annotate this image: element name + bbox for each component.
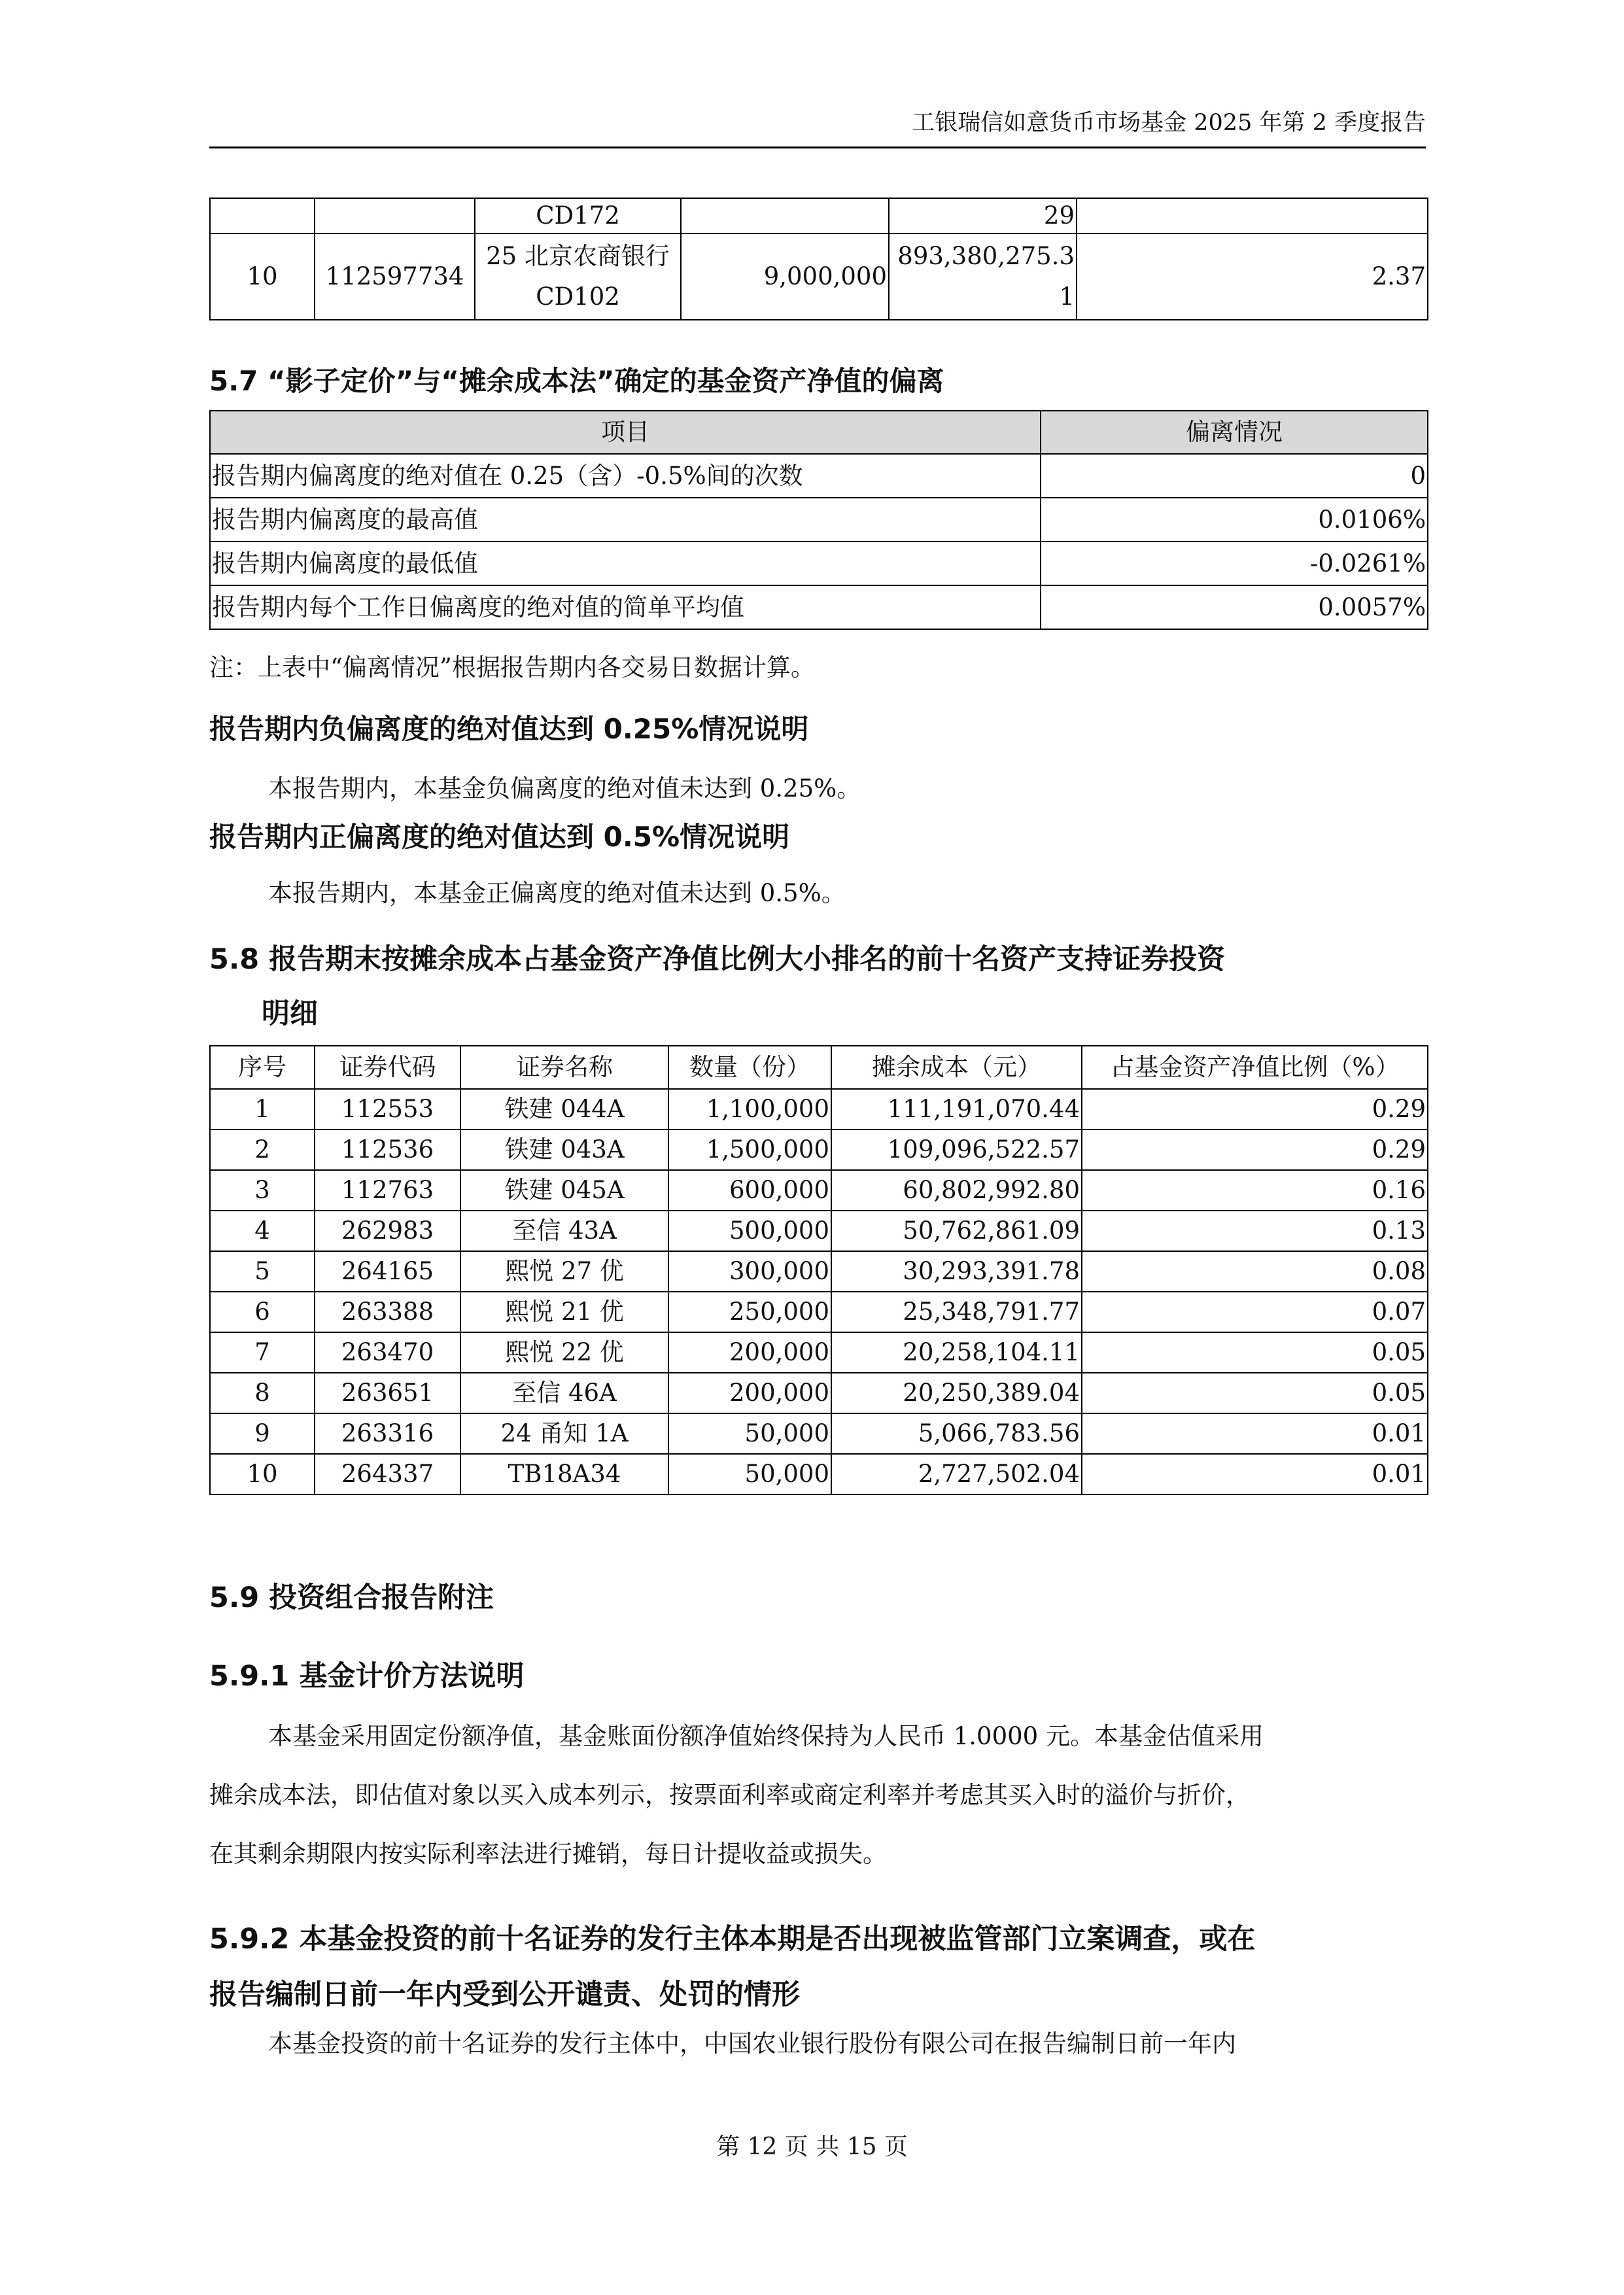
ratio-cell: 0.07 <box>1082 1292 1428 1332</box>
cost-cell: 30,293,391.78 <box>831 1251 1082 1292</box>
paragraph-line: 摊余成本法，即估值对象以买入成本列示，按票面利率或商定利率并考虑其买入时的溢价与折价， <box>209 1781 1250 1809</box>
seq-cell: 9 <box>210 1413 315 1454</box>
table-row <box>210 454 1428 498</box>
cost-cell: 109,096,522.57 <box>831 1130 1082 1170</box>
code-cell: 112553 <box>315 1089 460 1130</box>
security-name-cell: CD172 <box>475 198 681 233</box>
security-name-cell: 铁建 045A <box>460 1170 668 1211</box>
cost-cell: 20,250,389.04 <box>831 1373 1082 1413</box>
table-row <box>210 498 1428 542</box>
quantity-cell: 1,500,000 <box>668 1130 831 1170</box>
code-cell: 264165 <box>315 1251 460 1292</box>
quantity-cell: 50,000 <box>668 1413 831 1454</box>
table-row <box>210 1089 1428 1130</box>
table-row <box>210 1292 1428 1332</box>
col-code-header: 证券代码 <box>315 1046 460 1089</box>
positive-deviation-text: 本报告期内，本基金正偏离度的绝对值未达到 0.5%。 <box>268 879 846 907</box>
cost-cell: 60,802,992.80 <box>831 1170 1082 1211</box>
table-row <box>210 1170 1428 1211</box>
value-cell: 0 <box>1041 454 1428 498</box>
deviation-table <box>209 410 1428 630</box>
code-cell: 263316 <box>315 1413 460 1454</box>
quantity-cell: 300,000 <box>668 1251 831 1292</box>
table-row <box>210 198 1428 233</box>
table-row <box>210 585 1428 629</box>
ratio-cell: 0.01 <box>1082 1454 1428 1494</box>
seq-cell: 10 <box>210 1454 315 1494</box>
code-cell: 112763 <box>315 1170 460 1211</box>
section-5-8-title: 5.8 报告期末按摊余成本占基金资产净值比例大小排名的前十名资产支持证券投资 <box>209 943 1226 976</box>
section-5-9-2-title: 5.9.2 本基金投资的前十名证券的发行主体本期是否出现被监管部门立案调查，或在 <box>209 1923 1256 1956</box>
cost-cell: 29 <box>889 198 1077 233</box>
col-name-header: 证券名称 <box>460 1046 668 1089</box>
ratio-cell: 0.29 <box>1082 1130 1428 1170</box>
quantity-cell: 600,000 <box>668 1170 831 1211</box>
cost-cell: 50,762,861.09 <box>831 1211 1082 1251</box>
positive-deviation-title: 报告期内正偏离度的绝对值达到 0.5%情况说明 <box>209 821 790 853</box>
section-5-9-title: 5.9 投资组合报告附注 <box>209 1581 494 1614</box>
table-row <box>210 1413 1428 1454</box>
paragraph-line: 本基金采用固定份额净值，基金账面份额净值始终保持为人民币 1.0000 元。本基金估值采用 <box>268 1722 1264 1750</box>
seq-cell: 6 <box>210 1292 315 1332</box>
ratio-cell: 0.01 <box>1082 1413 1428 1454</box>
section-5-7-title: 5.7 “影子定价”与“摊余成本法”确定的基金资产净值的偏离 <box>209 365 944 397</box>
seq-cell: 2 <box>210 1130 315 1170</box>
ratio-cell: 2.37 <box>1077 233 1428 320</box>
quantity-cell: 500,000 <box>668 1211 831 1251</box>
quantity-cell: 9,000,000 <box>681 233 889 320</box>
cost-cell: 25,348,791.77 <box>831 1292 1082 1332</box>
item-cell: 报告期内偏离度的绝对值在 0.25（含）-0.5%间的次数 <box>210 454 1041 498</box>
col-deviation-header: 偏离情况 <box>1041 411 1428 454</box>
negative-deviation-title: 报告期内负偏离度的绝对值达到 0.25%情况说明 <box>209 713 809 745</box>
security-name-cell: 熙悦 22 优 <box>460 1332 668 1373</box>
quantity-cell: 50,000 <box>668 1454 831 1494</box>
table-row <box>210 1332 1428 1373</box>
ratio-cell: 0.08 <box>1082 1251 1428 1292</box>
table-row <box>210 1251 1428 1292</box>
security-name-cell: 至信 46A <box>460 1373 668 1413</box>
security-name-cell: 熙悦 27 优 <box>460 1251 668 1292</box>
cost-cell: 5,066,783.56 <box>831 1413 1082 1454</box>
table-note: 注：上表中“偏离情况”根据报告期内各交易日数据计算。 <box>209 653 815 682</box>
seq-cell: 7 <box>210 1332 315 1373</box>
page-footer: 第 12 页 共 15 页 <box>716 2133 908 2160</box>
section-5-9-1-title: 5.9.1 基金计价方法说明 <box>209 1660 525 1693</box>
ratio-cell: 0.13 <box>1082 1211 1428 1251</box>
quantity-cell: 200,000 <box>668 1373 831 1413</box>
security-name-cell: 铁建 044A <box>460 1089 668 1130</box>
quantity-cell: 1,100,000 <box>668 1089 831 1130</box>
page-header: 工银瑞信如意货币市场基金 2025 年第 2 季度报告 <box>209 105 1426 148</box>
seq-cell: 10 <box>210 233 315 320</box>
security-name-cell: 至信 43A <box>460 1211 668 1251</box>
table-row <box>210 1373 1428 1413</box>
table-row <box>210 542 1428 585</box>
section-5-8-title-cont: 明细 <box>262 997 318 1030</box>
security-name-cell: 25 北京农商银行 CD102 <box>475 233 681 320</box>
seq-cell: 5 <box>210 1251 315 1292</box>
table-row <box>210 1211 1428 1251</box>
item-cell: 报告期内每个工作日偏离度的绝对值的简单平均值 <box>210 585 1041 629</box>
seq-cell: 1 <box>210 1089 315 1130</box>
ratio-cell: 0.05 <box>1082 1332 1428 1373</box>
paragraph-line: 在其剩余期限内按实际利率法进行摊销，每日计提收益或损失。 <box>209 1840 887 1868</box>
code-cell: 112597734 <box>315 233 475 320</box>
cost-cell: 893,380,275.31 <box>889 233 1077 320</box>
col-ratio-header: 占基金资产净值比例（%） <box>1082 1046 1428 1089</box>
quantity-cell: 250,000 <box>668 1292 831 1332</box>
top-continuation-table <box>209 198 1428 320</box>
security-name-cell: 熙悦 21 优 <box>460 1292 668 1332</box>
table-row <box>210 1130 1428 1170</box>
code-cell: 263388 <box>315 1292 460 1332</box>
seq-cell: 8 <box>210 1373 315 1413</box>
cost-cell: 111,191,070.44 <box>831 1089 1082 1130</box>
table-row <box>210 233 1428 320</box>
security-name-cell: TB18A34 <box>460 1454 668 1494</box>
item-cell: 报告期内偏离度的最高值 <box>210 498 1041 542</box>
paragraph-line: 本基金投资的前十名证券的发行主体中，中国农业银行股份有限公司在报告编制日前一年内 <box>268 2029 1236 2058</box>
seq-cell: 4 <box>210 1211 315 1251</box>
table-header-row <box>210 1046 1428 1089</box>
code-cell: 264337 <box>315 1454 460 1494</box>
value-cell: 0.0057% <box>1041 585 1428 629</box>
code-cell: 263651 <box>315 1373 460 1413</box>
security-name-cell: 铁建 043A <box>460 1130 668 1170</box>
col-seq-header: 序号 <box>210 1046 315 1089</box>
col-item-header: 项目 <box>210 411 1041 454</box>
col-cost-header: 摊余成本（元） <box>831 1046 1082 1089</box>
seq-cell: 3 <box>210 1170 315 1211</box>
ratio-cell: 0.16 <box>1082 1170 1428 1211</box>
security-name-cell: 24 甬知 1A <box>460 1413 668 1454</box>
abs-top10-table <box>209 1045 1428 1495</box>
ratio-cell: 0.29 <box>1082 1089 1428 1130</box>
section-5-9-2-title-cont: 报告编制日前一年内受到公开谴责、处罚的情形 <box>209 1978 800 2011</box>
ratio-cell: 0.05 <box>1082 1373 1428 1413</box>
cost-cell: 2,727,502.04 <box>831 1454 1082 1494</box>
code-cell: 112536 <box>315 1130 460 1170</box>
item-cell: 报告期内偏离度的最低值 <box>210 542 1041 585</box>
table-header-row <box>210 411 1428 454</box>
table-row <box>210 1454 1428 1494</box>
negative-deviation-text: 本报告期内，本基金负偏离度的绝对值未达到 0.25%。 <box>268 774 861 802</box>
quantity-cell: 200,000 <box>668 1332 831 1373</box>
code-cell: 263470 <box>315 1332 460 1373</box>
value-cell: -0.0261% <box>1041 542 1428 585</box>
col-quantity-header: 数量（份） <box>668 1046 831 1089</box>
cost-cell: 20,258,104.11 <box>831 1332 1082 1373</box>
code-cell: 262983 <box>315 1211 460 1251</box>
value-cell: 0.0106% <box>1041 498 1428 542</box>
